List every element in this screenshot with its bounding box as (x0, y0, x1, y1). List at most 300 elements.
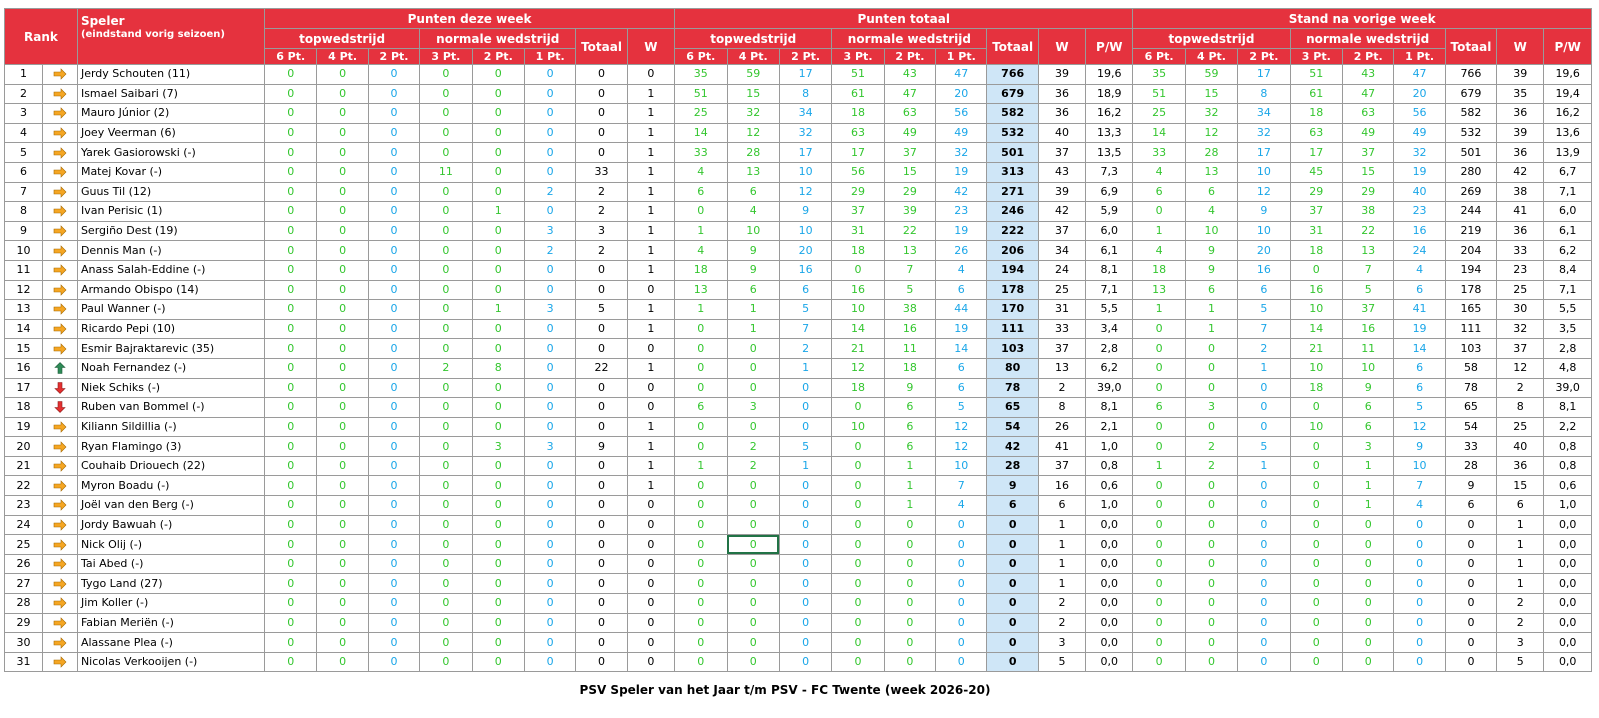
previous-cell[interactable]: 2,2 (1544, 417, 1592, 437)
rank-cell[interactable]: 6 (5, 162, 43, 182)
total-cell[interactable]: 17 (779, 143, 831, 163)
total-cell[interactable]: 2,1 (1086, 417, 1133, 437)
total-cell[interactable]: 0 (832, 260, 884, 280)
total-cell[interactable]: 0 (884, 652, 935, 672)
week-cell[interactable]: 0 (420, 398, 472, 418)
total-points-cell[interactable]: 42 (987, 437, 1038, 457)
total-3pt-header[interactable]: 3 Pt. (832, 49, 884, 65)
total-cell[interactable]: 0 (675, 202, 727, 222)
week-top-header[interactable]: topwedstrijd (265, 29, 420, 49)
previous-cell[interactable]: 2 (1497, 613, 1544, 633)
total-cell[interactable]: 6 (884, 417, 935, 437)
week-cell[interactable]: 0 (368, 437, 419, 457)
trend-cell[interactable] (43, 260, 78, 280)
total-points-cell[interactable]: 54 (987, 417, 1038, 437)
previous-cell[interactable]: 15 (1343, 162, 1394, 182)
week-cell[interactable]: 2 (524, 241, 575, 261)
previous-cell[interactable]: 28 (1185, 143, 1237, 163)
total-cell[interactable]: 1,0 (1086, 437, 1133, 457)
week-cell[interactable]: 0 (420, 378, 472, 398)
total-cell[interactable]: 10 (779, 162, 831, 182)
previous-cell[interactable]: 17 (1238, 65, 1290, 85)
previous-cell[interactable]: 18 (1133, 260, 1185, 280)
previous-cell[interactable]: 58 (1445, 358, 1496, 378)
week-cell[interactable]: 0 (420, 594, 472, 614)
total-cell[interactable]: 33 (675, 143, 727, 163)
week-cell[interactable]: 0 (317, 496, 368, 516)
total-points-cell[interactable]: 679 (987, 84, 1038, 104)
week-cell[interactable]: 0 (368, 319, 419, 339)
total-cell[interactable]: 13 (1038, 358, 1085, 378)
previous-cell[interactable]: 501 (1445, 143, 1496, 163)
previous-cell[interactable]: 1 (1497, 515, 1544, 535)
week-cell[interactable]: 0 (576, 535, 627, 555)
previous-cell[interactable]: 0,0 (1544, 535, 1592, 555)
previous-cell[interactable]: 5 (1343, 280, 1394, 300)
previous-cell[interactable]: 0 (1133, 574, 1185, 594)
total-cell[interactable]: 18 (884, 358, 935, 378)
total-cell[interactable]: 12 (779, 182, 831, 202)
week-cell[interactable]: 2 (524, 182, 575, 202)
total-cell[interactable]: 0 (675, 515, 727, 535)
total-cell[interactable]: 39 (1038, 182, 1085, 202)
week-cell[interactable]: 0 (420, 123, 472, 143)
previous-cell[interactable]: 165 (1445, 300, 1496, 320)
week-cell[interactable]: 0 (524, 162, 575, 182)
rank-cell[interactable]: 12 (5, 280, 43, 300)
previous-cell[interactable]: 43 (1343, 65, 1394, 85)
week-cell[interactable]: 0 (265, 143, 317, 163)
rank-cell[interactable]: 24 (5, 515, 43, 535)
week-cell[interactable]: 0 (576, 319, 627, 339)
previous-cell[interactable]: 10 (1290, 417, 1342, 437)
week-cell[interactable]: 0 (627, 554, 674, 574)
previous-cell[interactable]: 0 (1185, 574, 1237, 594)
prev-3pt-header[interactable]: 3 Pt. (1290, 49, 1342, 65)
previous-cell[interactable]: 0 (1394, 535, 1445, 555)
player-name-cell[interactable]: Tygo Land (27) (77, 574, 264, 594)
trend-cell[interactable] (43, 241, 78, 261)
player-name-cell[interactable]: Tai Abed (-) (77, 554, 264, 574)
total-cell[interactable]: 0 (727, 554, 779, 574)
previous-cell[interactable]: 33 (1445, 437, 1496, 457)
previous-cell[interactable]: 16 (1238, 260, 1290, 280)
week-cell[interactable]: 0 (265, 123, 317, 143)
total-cell[interactable]: 63 (832, 123, 884, 143)
previous-cell[interactable]: 0 (1290, 456, 1342, 476)
total-cell[interactable]: 0 (884, 515, 935, 535)
total-cell[interactable]: 4 (936, 260, 987, 280)
total-cell[interactable]: 51 (832, 65, 884, 85)
total-cell[interactable]: 0 (779, 554, 831, 574)
week-cell[interactable]: 0 (472, 378, 524, 398)
previous-cell[interactable]: 30 (1497, 300, 1544, 320)
week-cell[interactable]: 1 (472, 202, 524, 222)
week-cell[interactable]: 0 (472, 260, 524, 280)
previous-cell[interactable]: 0 (1343, 554, 1394, 574)
previous-cell[interactable]: 20 (1238, 241, 1290, 261)
rank-cell[interactable]: 26 (5, 554, 43, 574)
previous-cell[interactable]: 34 (1238, 104, 1290, 124)
week-cell[interactable]: 3 (472, 437, 524, 457)
total-cell[interactable]: 47 (936, 65, 987, 85)
previous-cell[interactable]: 0 (1133, 554, 1185, 574)
total-cell[interactable]: 8,1 (1086, 398, 1133, 418)
trend-cell[interactable] (43, 65, 78, 85)
previous-cell[interactable]: 38 (1343, 202, 1394, 222)
previous-cell[interactable]: 20 (1394, 84, 1445, 104)
total-cell[interactable]: 32 (727, 104, 779, 124)
week-cell[interactable]: 0 (524, 104, 575, 124)
total-cell[interactable]: 6 (727, 280, 779, 300)
previous-cell[interactable]: 6 (1238, 280, 1290, 300)
week-cell[interactable]: 0 (368, 378, 419, 398)
week-cell[interactable]: 0 (524, 574, 575, 594)
week-cell[interactable]: 0 (472, 339, 524, 359)
week-cell[interactable]: 0 (265, 417, 317, 437)
previous-cell[interactable]: 29 (1343, 182, 1394, 202)
total-cell[interactable]: 20 (936, 84, 987, 104)
previous-cell[interactable]: 0 (1238, 633, 1290, 653)
previous-cell[interactable]: 37 (1343, 300, 1394, 320)
previous-group-header[interactable]: Stand na vorige week (1133, 9, 1592, 29)
total-cell[interactable]: 5 (1038, 652, 1085, 672)
previous-cell[interactable]: 6 (1185, 280, 1237, 300)
total-points-cell[interactable]: 0 (987, 633, 1038, 653)
week-cell[interactable]: 0 (576, 123, 627, 143)
total-cell[interactable]: 49 (884, 123, 935, 143)
total-cell[interactable]: 31 (832, 221, 884, 241)
total-cell[interactable]: 6,9 (1086, 182, 1133, 202)
previous-cell[interactable]: 6 (1343, 417, 1394, 437)
previous-cell[interactable]: 14 (1394, 339, 1445, 359)
rank-cell[interactable]: 9 (5, 221, 43, 241)
previous-cell[interactable]: 0 (1445, 652, 1496, 672)
previous-cell[interactable]: 0 (1290, 574, 1342, 594)
previous-cell[interactable]: 5,5 (1544, 300, 1592, 320)
week-cell[interactable]: 0 (524, 515, 575, 535)
previous-cell[interactable]: 0 (1133, 202, 1185, 222)
player-name-cell[interactable]: Anass Salah-Eddine (-) (77, 260, 264, 280)
week-cell[interactable]: 0 (627, 515, 674, 535)
total-cell[interactable]: 0 (884, 535, 935, 555)
total-cell[interactable]: 34 (1038, 241, 1085, 261)
total-cell[interactable]: 26 (936, 241, 987, 261)
week-cell[interactable]: 2 (576, 182, 627, 202)
previous-cell[interactable]: 49 (1394, 123, 1445, 143)
total-cell[interactable]: 47 (884, 84, 935, 104)
total-cell[interactable]: 6 (1038, 496, 1085, 516)
total-points-cell[interactable]: 111 (987, 319, 1038, 339)
week-cell[interactable]: 22 (576, 358, 627, 378)
week-cell[interactable]: 0 (265, 84, 317, 104)
week-cell[interactable]: 1 (627, 260, 674, 280)
total-points-cell[interactable]: 0 (987, 613, 1038, 633)
total-cell[interactable]: 14 (832, 319, 884, 339)
previous-cell[interactable]: 25 (1497, 417, 1544, 437)
trend-cell[interactable] (43, 123, 78, 143)
previous-cell[interactable]: 0 (1185, 554, 1237, 574)
previous-cell[interactable]: 0 (1238, 554, 1290, 574)
previous-cell[interactable]: 6 (1133, 398, 1185, 418)
previous-cell[interactable]: 2,8 (1544, 339, 1592, 359)
previous-cell[interactable]: 0 (1185, 594, 1237, 614)
total-cell[interactable]: 0,0 (1086, 574, 1133, 594)
previous-cell[interactable]: 13 (1185, 162, 1237, 182)
previous-cell[interactable]: 0,0 (1544, 554, 1592, 574)
week-cell[interactable]: 0 (576, 104, 627, 124)
previous-cell[interactable]: 0 (1290, 535, 1342, 555)
total-cell[interactable]: 0 (832, 594, 884, 614)
rank-cell[interactable]: 11 (5, 260, 43, 280)
previous-cell[interactable]: 0 (1238, 515, 1290, 535)
player-name-cell[interactable]: Dennis Man (-) (77, 241, 264, 261)
week-cell[interactable]: 0 (420, 535, 472, 555)
previous-cell[interactable]: 0 (1290, 496, 1342, 516)
week-cell[interactable]: 1 (627, 182, 674, 202)
total-cell[interactable]: 0 (832, 456, 884, 476)
total-cell[interactable]: 1 (884, 476, 935, 496)
previous-cell[interactable]: 0 (1290, 437, 1342, 457)
week-cell[interactable]: 0 (472, 554, 524, 574)
week-cell[interactable]: 11 (420, 162, 472, 182)
previous-cell[interactable]: 21 (1290, 339, 1342, 359)
total-cell[interactable]: 22 (884, 221, 935, 241)
rank-cell[interactable]: 18 (5, 398, 43, 418)
previous-cell[interactable]: 0 (1133, 613, 1185, 633)
week-cell[interactable]: 8 (472, 358, 524, 378)
week-cell[interactable]: 0 (368, 65, 419, 85)
week-cell[interactable]: 0 (472, 221, 524, 241)
total-cell[interactable]: 6 (675, 182, 727, 202)
player-name-cell[interactable]: Joël van den Berg (-) (77, 496, 264, 516)
week-cell[interactable]: 0 (472, 319, 524, 339)
total-cell[interactable]: 19 (936, 319, 987, 339)
total-cell[interactable]: 0 (779, 515, 831, 535)
week-cell[interactable]: 0 (524, 476, 575, 496)
week-cell[interactable]: 0 (472, 574, 524, 594)
previous-cell[interactable]: 47 (1394, 65, 1445, 85)
total-points-cell[interactable]: 582 (987, 104, 1038, 124)
total-cell[interactable]: 0 (832, 476, 884, 496)
total-cell[interactable]: 9 (727, 241, 779, 261)
previous-cell[interactable]: 23 (1394, 202, 1445, 222)
previous-cell[interactable]: 0 (1445, 535, 1496, 555)
previous-cell[interactable]: 0 (1238, 476, 1290, 496)
previous-cell[interactable]: 0 (1185, 496, 1237, 516)
previous-cell[interactable]: 0 (1238, 613, 1290, 633)
total-cell[interactable]: 0 (727, 417, 779, 437)
week-3pt-header[interactable]: 3 Pt. (420, 49, 472, 65)
previous-cell[interactable]: 41 (1497, 202, 1544, 222)
week-cell[interactable]: 0 (524, 633, 575, 653)
previous-cell[interactable]: 45 (1290, 162, 1342, 182)
week-cell[interactable]: 0 (265, 300, 317, 320)
previous-cell[interactable]: 0 (1290, 476, 1342, 496)
total-cell[interactable]: 49 (936, 123, 987, 143)
week-cell[interactable]: 0 (420, 633, 472, 653)
week-cell[interactable]: 0 (368, 339, 419, 359)
total-cell[interactable]: 3 (1038, 633, 1085, 653)
week-cell[interactable]: 0 (368, 280, 419, 300)
previous-cell[interactable]: 0 (1290, 515, 1342, 535)
previous-cell[interactable]: 0,0 (1544, 633, 1592, 653)
previous-cell[interactable]: 56 (1394, 104, 1445, 124)
total-points-cell[interactable]: 78 (987, 378, 1038, 398)
total-points-cell[interactable]: 80 (987, 358, 1038, 378)
total-cell[interactable]: 12 (936, 437, 987, 457)
week-cell[interactable]: 0 (420, 417, 472, 437)
total-cell[interactable]: 37 (1038, 456, 1085, 476)
total-cell[interactable]: 0 (675, 319, 727, 339)
week-cell[interactable]: 0 (627, 280, 674, 300)
week-cell[interactable]: 3 (524, 437, 575, 457)
total-cell[interactable]: 9 (884, 378, 935, 398)
previous-cell[interactable]: 7,1 (1544, 182, 1592, 202)
previous-cell[interactable]: 0,8 (1544, 437, 1592, 457)
previous-cell[interactable]: 0 (1238, 398, 1290, 418)
previous-cell[interactable]: 0 (1394, 652, 1445, 672)
week-cell[interactable]: 0 (265, 515, 317, 535)
trend-cell[interactable] (43, 496, 78, 516)
total-cell[interactable]: 0,0 (1086, 515, 1133, 535)
total-cell[interactable]: 18 (832, 241, 884, 261)
week-cell[interactable]: 0 (627, 613, 674, 633)
total-cell[interactable]: 15 (727, 84, 779, 104)
previous-cell[interactable]: 63 (1343, 104, 1394, 124)
previous-cell[interactable]: 0,0 (1544, 574, 1592, 594)
total-cell[interactable]: 0 (936, 535, 987, 555)
previous-cell[interactable]: 24 (1394, 241, 1445, 261)
week-cell[interactable]: 0 (368, 476, 419, 496)
trend-cell[interactable] (43, 417, 78, 437)
total-cell[interactable]: 1 (727, 300, 779, 320)
previous-cell[interactable]: 19 (1394, 162, 1445, 182)
rank-cell[interactable]: 5 (5, 143, 43, 163)
week-cell[interactable]: 0 (576, 84, 627, 104)
week-cell[interactable]: 0 (265, 456, 317, 476)
total-cell[interactable]: 6,0 (1086, 221, 1133, 241)
total-cell[interactable]: 0 (727, 535, 779, 555)
week-cell[interactable]: 0 (472, 104, 524, 124)
total-cell[interactable]: 13 (675, 280, 727, 300)
week-cell[interactable]: 0 (576, 280, 627, 300)
week-cell[interactable]: 0 (420, 613, 472, 633)
week-cell[interactable]: 0 (420, 319, 472, 339)
rank-cell[interactable]: 13 (5, 300, 43, 320)
total-cell[interactable]: 7 (779, 319, 831, 339)
previous-cell[interactable]: 39,0 (1544, 378, 1592, 398)
week-cell[interactable]: 0 (576, 515, 627, 535)
previous-cell[interactable]: 8 (1238, 84, 1290, 104)
previous-cell[interactable]: 36 (1497, 104, 1544, 124)
previous-cell[interactable]: 0 (1290, 398, 1342, 418)
total-cell[interactable]: 7 (884, 260, 935, 280)
total-cell[interactable]: 0 (779, 613, 831, 633)
previous-cell[interactable]: 0 (1133, 358, 1185, 378)
total-cell[interactable]: 56 (936, 104, 987, 124)
trend-cell[interactable] (43, 84, 78, 104)
previous-cell[interactable]: 6 (1445, 496, 1496, 516)
previous-cell[interactable]: 7 (1343, 260, 1394, 280)
week-cell[interactable]: 0 (472, 143, 524, 163)
previous-cell[interactable]: 37 (1497, 339, 1544, 359)
total-points-cell[interactable]: 222 (987, 221, 1038, 241)
rank-cell[interactable]: 10 (5, 241, 43, 261)
total-cell[interactable]: 8,1 (1086, 260, 1133, 280)
previous-cell[interactable]: 0 (1445, 633, 1496, 653)
total-cell[interactable]: 3 (727, 398, 779, 418)
week-cell[interactable]: 0 (472, 535, 524, 555)
week-cell[interactable]: 0 (265, 339, 317, 359)
previous-cell[interactable]: 6 (1497, 496, 1544, 516)
total-cell[interactable]: 6,2 (1086, 358, 1133, 378)
week-cell[interactable]: 0 (317, 378, 368, 398)
prev-4pt-header[interactable]: 4 Pt. (1185, 49, 1237, 65)
previous-cell[interactable]: 47 (1343, 84, 1394, 104)
previous-cell[interactable]: 0 (1133, 535, 1185, 555)
previous-cell[interactable]: 10 (1185, 221, 1237, 241)
previous-cell[interactable]: 32 (1394, 143, 1445, 163)
previous-cell[interactable]: 6 (1185, 182, 1237, 202)
total-cell[interactable]: 10 (779, 221, 831, 241)
total-cell[interactable]: 37 (832, 202, 884, 222)
previous-cell[interactable]: 0 (1185, 633, 1237, 653)
week-cell[interactable]: 0 (317, 515, 368, 535)
previous-cell[interactable]: 41 (1394, 300, 1445, 320)
previous-cell[interactable]: 1 (1497, 574, 1544, 594)
week-cell[interactable]: 1 (627, 84, 674, 104)
previous-cell[interactable]: 1 (1343, 496, 1394, 516)
trend-cell[interactable] (43, 162, 78, 182)
previous-cell[interactable]: 10 (1290, 300, 1342, 320)
total-cell[interactable]: 0,0 (1086, 613, 1133, 633)
previous-cell[interactable]: 15 (1497, 476, 1544, 496)
week-cell[interactable]: 3 (524, 300, 575, 320)
week-2pt-header[interactable]: 2 Pt. (368, 49, 419, 65)
previous-cell[interactable]: 7 (1238, 319, 1290, 339)
total-cell[interactable]: 5 (779, 300, 831, 320)
total-points-cell[interactable]: 0 (987, 535, 1038, 555)
week-cell[interactable]: 0 (265, 260, 317, 280)
week-cell[interactable]: 0 (265, 574, 317, 594)
rank-cell[interactable]: 25 (5, 535, 43, 555)
week-cell[interactable]: 0 (368, 652, 419, 672)
week-cell[interactable]: 0 (265, 535, 317, 555)
total-cell[interactable]: 9 (727, 260, 779, 280)
previous-cell[interactable]: 244 (1445, 202, 1496, 222)
total-cell[interactable]: 18 (675, 260, 727, 280)
previous-cell[interactable]: 0,0 (1544, 594, 1592, 614)
week-cell[interactable]: 0 (368, 202, 419, 222)
previous-cell[interactable]: 4 (1133, 162, 1185, 182)
previous-cell[interactable]: 5 (1497, 652, 1544, 672)
week-cell[interactable]: 0 (420, 339, 472, 359)
trend-cell[interactable] (43, 633, 78, 653)
previous-cell[interactable]: 0 (1133, 652, 1185, 672)
week-cell[interactable]: 0 (317, 633, 368, 653)
week-cell[interactable]: 0 (472, 633, 524, 653)
previous-cell[interactable]: 8,1 (1544, 398, 1592, 418)
previous-cell[interactable]: 0 (1133, 339, 1185, 359)
week-cell[interactable]: 0 (627, 594, 674, 614)
total-cell[interactable]: 9 (779, 202, 831, 222)
week-cell[interactable]: 1 (627, 358, 674, 378)
total-cell[interactable]: 42 (936, 182, 987, 202)
trend-cell[interactable] (43, 515, 78, 535)
week-cell[interactable]: 0 (420, 84, 472, 104)
previous-cell[interactable]: 219 (1445, 221, 1496, 241)
